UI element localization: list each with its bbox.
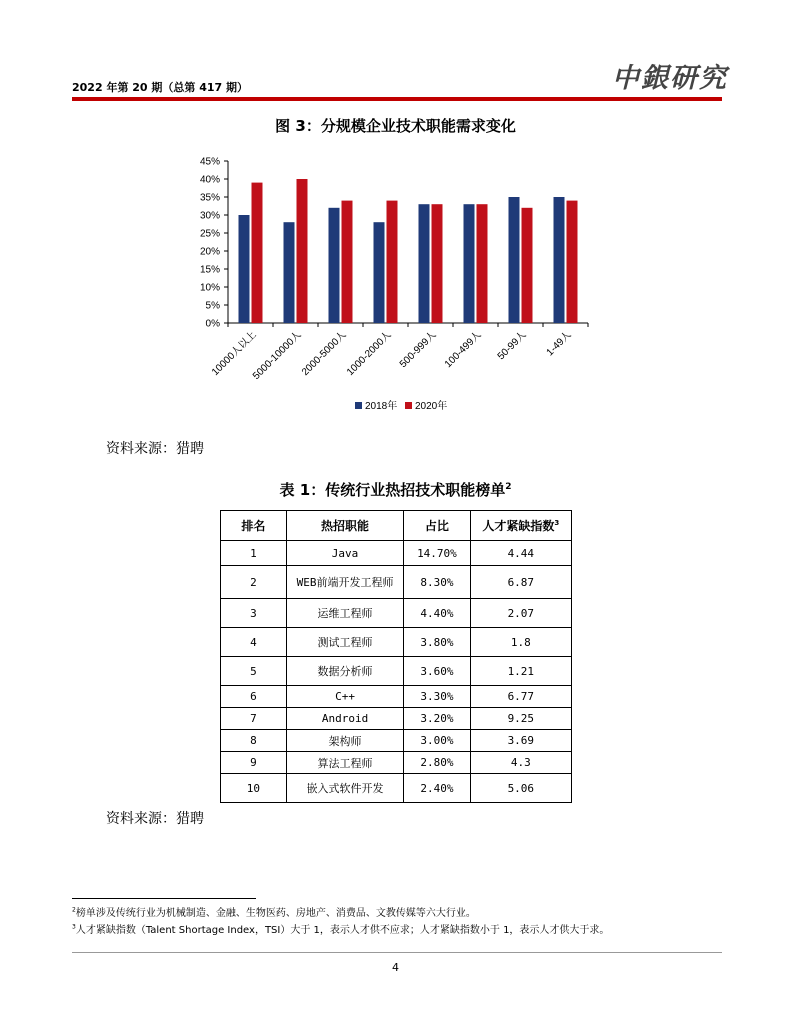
cell-role: 嵌入式软件开发 bbox=[286, 774, 403, 803]
x-tick-label: 100-499人 bbox=[442, 329, 484, 371]
footnote-divider bbox=[72, 898, 256, 899]
footnote-2-number: 2 bbox=[72, 906, 76, 914]
cell-share: 3.80% bbox=[404, 628, 470, 657]
legend-swatch-2018 bbox=[355, 402, 362, 409]
cell-role: Java bbox=[286, 541, 403, 566]
bar-2018 bbox=[554, 197, 565, 323]
x-tick-label: 2000-5000人 bbox=[299, 329, 349, 379]
y-tick-label: 20% bbox=[199, 246, 220, 258]
cell-tsi: 9.25 bbox=[470, 708, 571, 730]
bar-2018 bbox=[464, 204, 475, 323]
legend-swatch-2020 bbox=[405, 402, 412, 409]
cell-role: 算法工程师 bbox=[286, 752, 403, 774]
legend-label: 2018年 bbox=[365, 401, 398, 412]
bar-2018 bbox=[284, 222, 295, 323]
header-divider bbox=[72, 97, 722, 101]
bar-2018 bbox=[329, 208, 340, 323]
footnote-3 bbox=[72, 921, 609, 936]
x-tick-label: 50-99人 bbox=[495, 329, 529, 363]
cell-tsi: 2.07 bbox=[470, 599, 571, 628]
page-number: 4 bbox=[392, 961, 399, 974]
cell-role: C++ bbox=[286, 686, 403, 708]
y-tick-label: 30% bbox=[199, 210, 220, 222]
cell-tsi: 1.21 bbox=[470, 657, 571, 686]
cell-rank: 3 bbox=[221, 599, 287, 628]
cell-rank: 2 bbox=[221, 566, 287, 599]
y-tick-label: 45% bbox=[199, 156, 220, 168]
cell-rank: 9 bbox=[221, 752, 287, 774]
cell-role: 架构师 bbox=[286, 730, 403, 752]
y-tick-label: 10% bbox=[199, 282, 220, 294]
y-tick-label: 15% bbox=[199, 264, 220, 276]
footnote-2 bbox=[72, 904, 476, 919]
y-tick-label: 35% bbox=[199, 192, 220, 204]
y-tick-label: 0% bbox=[205, 318, 220, 330]
ranking-table bbox=[220, 510, 572, 803]
table-row bbox=[221, 599, 572, 628]
bar-2020 bbox=[297, 179, 308, 323]
y-tick-label: 25% bbox=[199, 228, 220, 240]
x-tick-label: 1-49人 bbox=[544, 329, 574, 359]
header-tsi bbox=[470, 511, 571, 541]
bar-chart bbox=[190, 150, 610, 425]
header-share: 占比 bbox=[404, 511, 470, 541]
cell-tsi: 5.06 bbox=[470, 774, 571, 803]
bar-2020 bbox=[522, 208, 533, 323]
table-row bbox=[221, 708, 572, 730]
cell-share: 4.40% bbox=[404, 599, 470, 628]
x-tick-label: 10000人以上 bbox=[209, 329, 259, 379]
footnote-3-text: 人才紧缺指数（Talent Shortage Index，TSI）大于 1，表示人才供不应求；人才紧缺指数小于 1，表示人才供大于求。 bbox=[75, 925, 610, 936]
cell-rank: 1 bbox=[221, 541, 287, 566]
bar-2020 bbox=[252, 183, 263, 323]
footnote-2-text: 榜单涉及传统行业为机械制造、金融、生物医药、房地产、消费品、文教传媒等六大行业。 bbox=[75, 908, 476, 919]
cell-share: 2.80% bbox=[404, 752, 470, 774]
table-header-row bbox=[221, 511, 572, 541]
figure-source: 资料来源：猎聘 bbox=[106, 441, 204, 457]
bar-2018 bbox=[509, 197, 520, 323]
bar-2020 bbox=[477, 204, 488, 323]
x-tick-label: 1000-2000人 bbox=[344, 329, 394, 379]
cell-share: 14.70% bbox=[404, 541, 470, 566]
cell-role: 数据分析师 bbox=[286, 657, 403, 686]
bar-2018 bbox=[374, 222, 385, 323]
header-tsi-text: 人才紧缺指数 bbox=[482, 519, 555, 533]
cell-rank: 8 bbox=[221, 730, 287, 752]
cell-share: 8.30% bbox=[404, 566, 470, 599]
legend-label: 2020年 bbox=[415, 401, 448, 412]
bar-2020 bbox=[387, 201, 398, 323]
table-title bbox=[0, 479, 791, 500]
table-row bbox=[221, 730, 572, 752]
cell-tsi: 4.3 bbox=[470, 752, 571, 774]
table-row bbox=[221, 628, 572, 657]
table-row bbox=[221, 657, 572, 686]
header-role: 热招职能 bbox=[286, 511, 403, 541]
y-tick-label: 40% bbox=[199, 174, 220, 186]
header-tsi-footnote-ref: 3 bbox=[554, 519, 560, 527]
bar-2020 bbox=[567, 201, 578, 323]
bottom-divider bbox=[72, 952, 722, 953]
footnote-3-number: 3 bbox=[72, 923, 76, 931]
cell-tsi: 6.77 bbox=[470, 686, 571, 708]
cell-rank: 5 bbox=[221, 657, 287, 686]
cell-role: 测试工程师 bbox=[286, 628, 403, 657]
cell-rank: 7 bbox=[221, 708, 287, 730]
figure-title: 图 3：分规模企业技术职能需求变化 bbox=[275, 117, 516, 135]
cell-share: 3.00% bbox=[404, 730, 470, 752]
bar-2020 bbox=[342, 201, 353, 323]
table-row bbox=[221, 541, 572, 566]
cell-share: 3.30% bbox=[404, 686, 470, 708]
cell-role: 运维工程师 bbox=[286, 599, 403, 628]
table-row bbox=[221, 686, 572, 708]
cell-tsi: 6.87 bbox=[470, 566, 571, 599]
x-tick-label: 500-999人 bbox=[397, 329, 439, 371]
cell-rank: 10 bbox=[221, 774, 287, 803]
header-rank: 排名 bbox=[221, 511, 287, 541]
cell-tsi: 1.8 bbox=[470, 628, 571, 657]
bar-2018 bbox=[419, 204, 430, 323]
cell-rank: 4 bbox=[221, 628, 287, 657]
cell-share: 3.20% bbox=[404, 708, 470, 730]
cell-tsi: 3.69 bbox=[470, 730, 571, 752]
bar-2018 bbox=[239, 215, 250, 323]
cell-share: 2.40% bbox=[404, 774, 470, 803]
table-title-footnote-ref: 2 bbox=[505, 482, 512, 492]
table-row bbox=[221, 774, 572, 803]
bar-2020 bbox=[432, 204, 443, 323]
issue-label: 2022 年第 20 期（总第 417 期） bbox=[72, 81, 249, 94]
cell-share: 3.60% bbox=[404, 657, 470, 686]
brand-logo: 中銀研究 bbox=[612, 63, 728, 94]
y-tick-label: 5% bbox=[205, 300, 220, 312]
table-row bbox=[221, 752, 572, 774]
table-source: 资料来源：猎聘 bbox=[106, 811, 204, 827]
cell-tsi: 4.44 bbox=[470, 541, 571, 566]
table-row bbox=[221, 566, 572, 599]
cell-role: WEB前端开发工程师 bbox=[286, 566, 403, 599]
table-title-text: 表 1：传统行业热招技术职能榜单 bbox=[279, 481, 506, 499]
cell-rank: 6 bbox=[221, 686, 287, 708]
x-tick-label: 5000-10000人 bbox=[251, 329, 304, 382]
cell-role: Android bbox=[286, 708, 403, 730]
